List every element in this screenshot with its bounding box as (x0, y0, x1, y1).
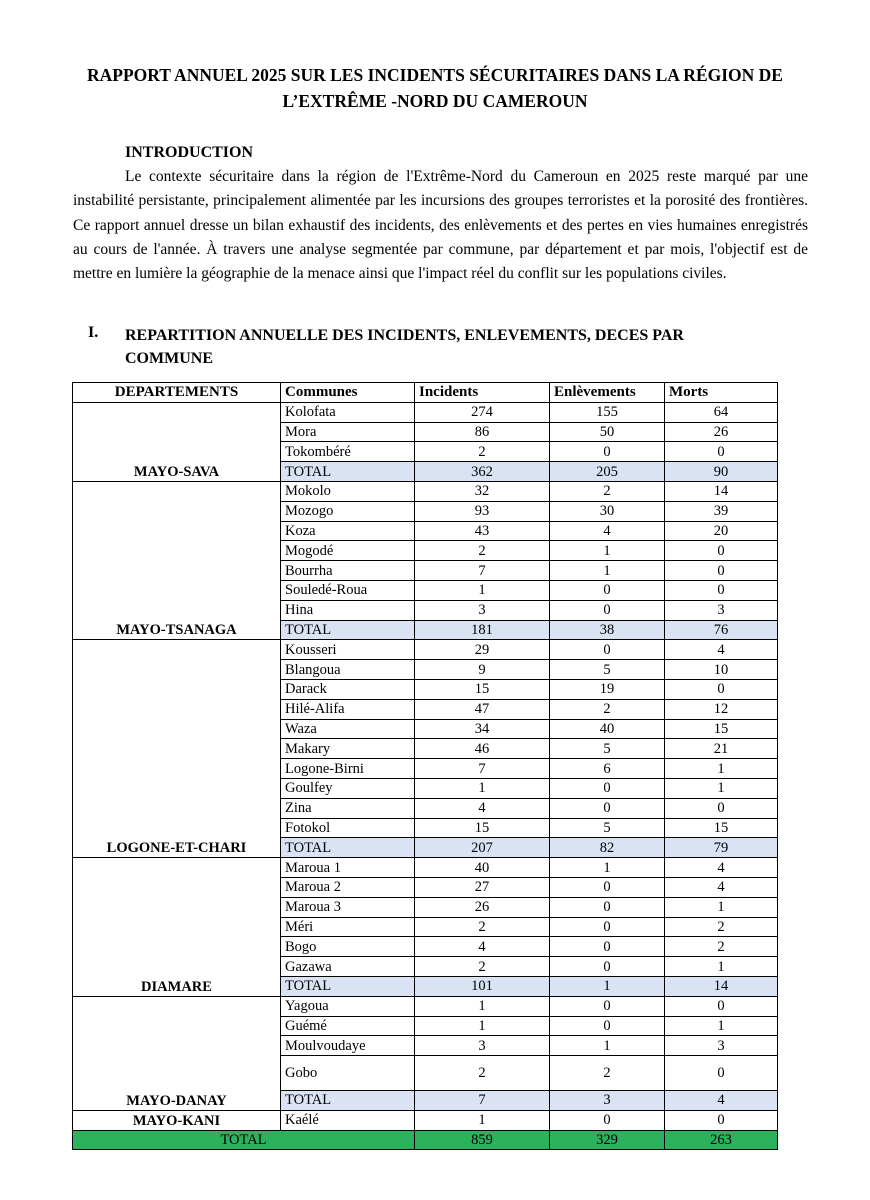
enlevements-cell: 0 (550, 798, 665, 818)
morts-cell: 1 (665, 957, 778, 977)
enlevements-cell: 0 (550, 917, 665, 937)
commune-cell: Mokolo (281, 481, 415, 501)
commune-cell: Darack (281, 679, 415, 699)
commune-cell: Goulfey (281, 778, 415, 798)
incidents-cell: 47 (415, 699, 550, 719)
incidents-cell: 15 (415, 818, 550, 838)
commune-cell: Logone-Birni (281, 759, 415, 779)
commune-cell: Blangoua (281, 660, 415, 680)
department-cell: MAYO-TSANAGA (73, 481, 281, 639)
morts-cell: 0 (665, 996, 778, 1016)
commune-cell: Bourrha (281, 561, 415, 581)
enlevements-cell: 0 (550, 957, 665, 977)
commune-cell: Souledé-Roua (281, 580, 415, 600)
morts-cell: 12 (665, 699, 778, 719)
table-row (73, 640, 778, 660)
morts-cell: 0 (665, 580, 778, 600)
table-header-row (73, 383, 778, 403)
commune-cell: Kaélé (281, 1110, 415, 1130)
grand-total-row (73, 1130, 778, 1150)
table-row (73, 1110, 778, 1130)
morts-cell: 1 (665, 897, 778, 917)
enlevements-cell: 5 (550, 739, 665, 759)
commune-cell: Fotokol (281, 818, 415, 838)
morts-cell: 3 (665, 1036, 778, 1056)
enlevements-cell: 1 (550, 561, 665, 581)
commune-cell: Zina (281, 798, 415, 818)
section-number: I. (88, 324, 99, 341)
table-row (73, 996, 778, 1016)
incidents-cell: 2 (415, 442, 550, 462)
grand-total-morts: 263 (665, 1130, 778, 1150)
commune-cell: Mogodé (281, 541, 415, 561)
incidents-cell: 274 (415, 402, 550, 422)
commune-cell: Koza (281, 521, 415, 541)
enlevements-cell: 2 (550, 1056, 665, 1091)
enlevements-cell: 50 (550, 422, 665, 442)
incidents-cell: 9 (415, 660, 550, 680)
enlevements-cell: 0 (550, 778, 665, 798)
intro-heading: INTRODUCTION (125, 144, 254, 161)
enlevements-cell: 4 (550, 521, 665, 541)
subtotal-enlevements: 3 (550, 1091, 665, 1111)
incidents-cell: 40 (415, 858, 550, 878)
enlevements-cell: 0 (550, 937, 665, 957)
commune-cell: Moulvoudaye (281, 1036, 415, 1056)
incidents-cell: 1 (415, 1110, 550, 1130)
incidents-cell: 32 (415, 481, 550, 501)
enlevements-cell: 5 (550, 660, 665, 680)
header-departments: DEPARTEMENTS (73, 383, 281, 403)
enlevements-cell: 40 (550, 719, 665, 739)
incidents-cell: 4 (415, 937, 550, 957)
morts-cell: 0 (665, 798, 778, 818)
commune-cell: Makary (281, 739, 415, 759)
incidents-cell: 29 (415, 640, 550, 660)
morts-cell: 20 (665, 521, 778, 541)
commune-cell: Gobo (281, 1056, 415, 1091)
commune-cell: Maroua 3 (281, 897, 415, 917)
enlevements-cell: 5 (550, 818, 665, 838)
morts-cell: 4 (665, 858, 778, 878)
commune-cell: Mozogo (281, 501, 415, 521)
subtotal-label: TOTAL (281, 620, 415, 640)
incidents-cell: 27 (415, 877, 550, 897)
enlevements-cell: 0 (550, 996, 665, 1016)
incidents-cell: 15 (415, 679, 550, 699)
incidents-cell: 46 (415, 739, 550, 759)
morts-cell: 3 (665, 600, 778, 620)
incidents-cell: 2 (415, 1056, 550, 1091)
incidents-cell: 1 (415, 580, 550, 600)
subtotal-morts: 76 (665, 620, 778, 640)
enlevements-cell: 0 (550, 600, 665, 620)
morts-cell: 0 (665, 442, 778, 462)
morts-cell: 0 (665, 1056, 778, 1091)
incidents-cell: 86 (415, 422, 550, 442)
department-cell: LOGONE-ET-CHARI (73, 640, 281, 858)
incidents-cell: 7 (415, 759, 550, 779)
morts-cell: 0 (665, 541, 778, 561)
incidents-cell: 7 (415, 561, 550, 581)
incidents-cell: 1 (415, 778, 550, 798)
subtotal-incidents: 101 (415, 976, 550, 996)
morts-cell: 15 (665, 719, 778, 739)
incidents-cell: 1 (415, 1016, 550, 1036)
enlevements-cell: 2 (550, 481, 665, 501)
commune-cell: Hilé-Alifa (281, 699, 415, 719)
commune-cell: Maroua 2 (281, 877, 415, 897)
morts-cell: 1 (665, 778, 778, 798)
commune-cell: Mora (281, 422, 415, 442)
morts-cell: 21 (665, 739, 778, 759)
intro-paragraph: Le contexte sécuritaire dans la région de l'Extrême-Nord du Cameroun en 2025 reste marqué par une instabilité persistante, principalement alimentée par les incursions des groupes terroristes et la porosité des frontières. Ce rapport annuel dresse un bilan exhaustif des incidents, des enlèvements et des pertes en vies humaines enregistrés au cours de l'année. À travers une analyse segmentée par commune, par département et par mois, l'objectif est de mettre en lumière la géographie de la menace ainsi que l'impact réel du conflit sur les populations civiles. (73, 168, 808, 283)
subtotal-enlevements: 38 (550, 620, 665, 640)
subtotal-incidents: 181 (415, 620, 550, 640)
morts-cell: 2 (665, 937, 778, 957)
morts-cell: 14 (665, 481, 778, 501)
header-communes: Communes (281, 383, 415, 403)
enlevements-cell: 1 (550, 1036, 665, 1056)
enlevements-cell: 19 (550, 679, 665, 699)
incidents-cell: 3 (415, 600, 550, 620)
morts-cell: 4 (665, 640, 778, 660)
enlevements-cell: 0 (550, 1110, 665, 1130)
enlevements-cell: 0 (550, 442, 665, 462)
table-row (73, 402, 778, 422)
commune-cell: Maroua 1 (281, 858, 415, 878)
grand-total-enlevements: 329 (550, 1130, 665, 1150)
header-enlevements: Enlèvements (550, 383, 665, 403)
enlevements-cell: 2 (550, 699, 665, 719)
incidents-cell: 3 (415, 1036, 550, 1056)
enlevements-cell: 0 (550, 640, 665, 660)
subtotal-enlevements: 1 (550, 976, 665, 996)
incidents-cell: 2 (415, 957, 550, 977)
incidents-cell: 1 (415, 996, 550, 1016)
morts-cell: 15 (665, 818, 778, 838)
grand-total-incidents: 859 (415, 1130, 550, 1150)
incidents-cell: 26 (415, 897, 550, 917)
subtotal-incidents: 7 (415, 1091, 550, 1111)
morts-cell: 26 (665, 422, 778, 442)
department-cell: DIAMARE (73, 858, 281, 997)
department-cell: MAYO-DANAY (73, 996, 281, 1110)
commune-cell: Kolofata (281, 402, 415, 422)
morts-cell: 1 (665, 1016, 778, 1036)
incidents-cell: 93 (415, 501, 550, 521)
subtotal-enlevements: 205 (550, 462, 665, 482)
commune-cell: Kousseri (281, 640, 415, 660)
commune-cell: Hina (281, 600, 415, 620)
subtotal-label: TOTAL (281, 462, 415, 482)
morts-cell: 2 (665, 917, 778, 937)
department-cell: MAYO-KANI (73, 1110, 281, 1130)
morts-cell: 10 (665, 660, 778, 680)
subtotal-enlevements: 82 (550, 838, 665, 858)
section-title: REPARTITION ANNUELLE DES INCIDENTS, ENLEVEMENTS, DECES PAR COMMUNE (125, 327, 684, 367)
subtotal-label: TOTAL (281, 1091, 415, 1111)
header-morts: Morts (665, 383, 778, 403)
morts-cell: 0 (665, 561, 778, 581)
enlevements-cell: 6 (550, 759, 665, 779)
commune-cell: Yagoua (281, 996, 415, 1016)
morts-cell: 0 (665, 1110, 778, 1130)
document-title: RAPPORT ANNUEL 2025 SUR LES INCIDENTS SÉCURITAIRES DANS LA RÉGION DE L’EXTRÊME -NORD DU CAMEROUN (87, 65, 783, 111)
enlevements-cell: 0 (550, 897, 665, 917)
header-incidents: Incidents (415, 383, 550, 403)
morts-cell: 39 (665, 501, 778, 521)
enlevements-cell: 0 (550, 1016, 665, 1036)
subtotal-incidents: 362 (415, 462, 550, 482)
incidents-cell: 2 (415, 541, 550, 561)
enlevements-cell: 155 (550, 402, 665, 422)
subtotal-morts: 4 (665, 1091, 778, 1111)
subtotal-incidents: 207 (415, 838, 550, 858)
incidents-cell: 4 (415, 798, 550, 818)
subtotal-morts: 14 (665, 976, 778, 996)
enlevements-cell: 30 (550, 501, 665, 521)
enlevements-cell: 0 (550, 877, 665, 897)
subtotal-morts: 90 (665, 462, 778, 482)
enlevements-cell: 1 (550, 858, 665, 878)
commune-cell: Gazawa (281, 957, 415, 977)
commune-cell: Méri (281, 917, 415, 937)
table-row (73, 481, 778, 501)
incidents-cell: 34 (415, 719, 550, 739)
morts-cell: 64 (665, 402, 778, 422)
department-cell: MAYO-SAVA (73, 402, 281, 481)
table-body (73, 402, 778, 1150)
commune-cell: Bogo (281, 937, 415, 957)
incidents-table (72, 382, 778, 1150)
table-row (73, 858, 778, 878)
commune-cell: Waza (281, 719, 415, 739)
incidents-cell: 2 (415, 917, 550, 937)
commune-cell: Guémé (281, 1016, 415, 1036)
enlevements-cell: 0 (550, 580, 665, 600)
morts-cell: 0 (665, 679, 778, 699)
subtotal-morts: 79 (665, 838, 778, 858)
enlevements-cell: 1 (550, 541, 665, 561)
morts-cell: 1 (665, 759, 778, 779)
subtotal-label: TOTAL (281, 976, 415, 996)
morts-cell: 4 (665, 877, 778, 897)
commune-cell: Tokombéré (281, 442, 415, 462)
subtotal-label: TOTAL (281, 838, 415, 858)
grand-total-label: TOTAL (73, 1130, 415, 1150)
incidents-cell: 43 (415, 521, 550, 541)
